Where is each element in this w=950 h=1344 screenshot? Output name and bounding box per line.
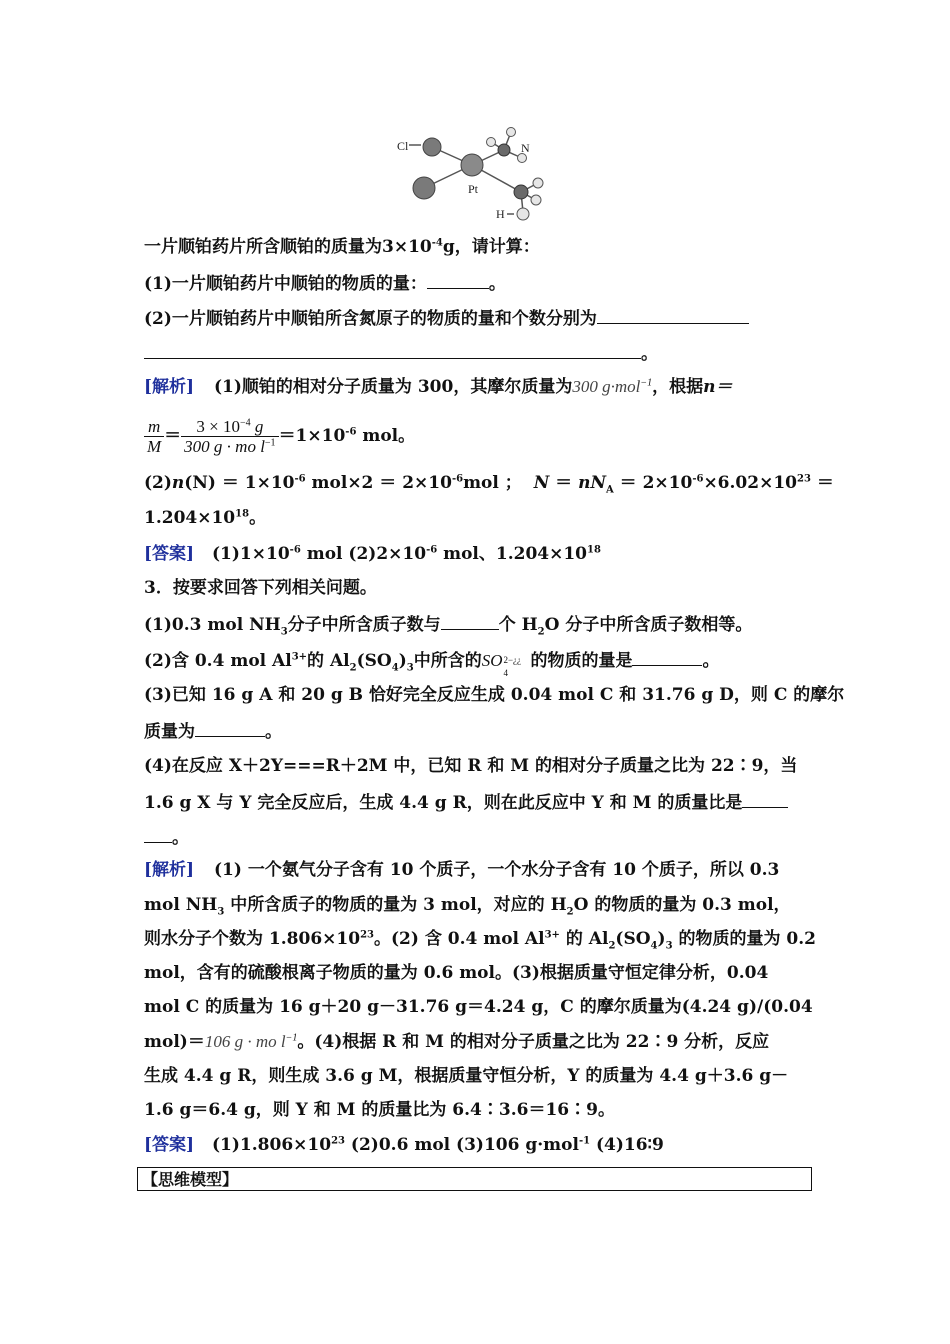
hydrogen-atom (487, 138, 496, 147)
analysis-1-line-4: $1.204\times 10^{18}$。 (144, 508, 267, 528)
question-3-3-continued: 质量为 。 (144, 719, 814, 743)
fraction-mass-over-molar: $\frac{3 \times 10^{-4} g}{300 g \cdot mo l^{-1}}$ (181, 417, 278, 456)
analysis-1-line-1: [解析] (1)顺铂的相对分子质量为 300，其摩尔质量为300 g·mol$^{-1}$，根据n＝ (144, 377, 733, 397)
analysis-tag: [解析] (144, 860, 195, 880)
question-3-2: (2)含 0.4 mol $Al^{3+}$的 $Al_2(SO_4)_3$中所含的SO 2−¿¿ 4 的物质的量是 。 (144, 648, 814, 672)
answer-blank[interactable] (441, 612, 499, 630)
thinking-model-label: 【思维模型】 (142, 1170, 239, 1189)
question-3-title: 3．按要求回答下列相关问题。 (144, 578, 377, 598)
label-pt: Pt (468, 182, 479, 196)
label-n: N (521, 141, 530, 155)
analysis-2-line-7: 生成 4.4 g R，则生成 3.6 g M，根据质量守恒分析，Y 的质量为 4.4 g＋3.6 g－ (144, 1066, 789, 1086)
question-2-continued: 。 (144, 341, 814, 365)
chlorine-atom-top (423, 138, 441, 156)
analysis-2-line-3: 则水分子个数为 $1.806\times 10^{23}$。(2) 含 0.4 mol $Al^{3+}$ 的 $Al_2(SO_4)_3$ 的物质的量为 0.2 (144, 929, 816, 952)
intro-line: 一片顺铂药片所含顺铂的质量为$3\times 10^{-4}g$，请计算： (144, 237, 540, 257)
nitrogen-atom-top (498, 144, 510, 156)
answer-blank[interactable] (632, 648, 702, 666)
hydrogen-atom (517, 208, 529, 220)
answer-blank[interactable] (144, 825, 172, 843)
analysis-1-line-2: $\frac{m}{M}$ ＝ $\frac{3 \times 10^{-4} g}{300 g \cdot mo l^{-1}}$ $=1\times 10^{-6}$ mol。 (144, 413, 814, 459)
answer-tag: [答案] (144, 544, 195, 564)
question-3-4-end: 。 (144, 825, 814, 849)
question-3-4: (4)在反应 X＋2Y===R＋2M 中，已知 R 和 M 的相对分子质量之比为 22∶9，当 (144, 756, 798, 776)
analysis-1-line-3: $(2)n(N) = 1\times 10^{-6}$ $mol\times 2 = 2\times 10^{-6}mol$ ； $N = nN_A = 2\times 10^{-6}\times 6.02\times 10^{23}$ ＝ (144, 473, 834, 496)
fraction-m-over-M: $\frac{m}{M}$ (144, 417, 164, 456)
hydrogen-atom (507, 128, 516, 137)
answer-blank[interactable] (144, 341, 641, 359)
answer-blank[interactable] (195, 719, 265, 737)
analysis-2-line-8: 1.6 g＝6.4 g，则 Y 和 M 的质量比为 6.4∶3.6＝16∶9。 (144, 1100, 615, 1120)
answer-tag: [答案] (144, 1135, 195, 1155)
analysis-2-line-2: mol $NH_3$ 中所含质子的物质的量为 3 mol，对应的 $H_2O$ 的物质的量为 0.3 mol， (144, 895, 791, 918)
answer-2: [答案] $(1)1.806\times 10^{23}$ (2)0.6 mol (3)106 g·mol$^{-1}$ (4)16∶9 (144, 1135, 664, 1155)
analysis-2-line-6: mol)＝106 g · mo $l^{-1}$。(4)根据 R 和 M 的相对分子质量之比为 22∶9 分析，反应 (144, 1032, 770, 1052)
hydrogen-atom (533, 178, 543, 188)
answer-1: [答案] $(1)1\times 10^{-6}$ mol $(2)2\times 10^{-6}$ mol、$1.204\times 10^{18}$ (144, 544, 601, 564)
analysis-2-line-4: mol，含有的硫酸根离子物质的量为 0.6 mol。(3)根据质量守恒定律分析，0.04 (144, 963, 769, 983)
label-cl: Cl (397, 139, 409, 153)
question-3-3: (3)已知 16 g A 和 20 g B 恰好完全反应生成 0.04 mol C 和 31.76 g D，则 C 的摩尔 (144, 685, 845, 705)
question-1: (1)一片顺铂药片中顺铂的物质的量： 。 (144, 271, 814, 295)
answer-blank[interactable] (597, 306, 749, 324)
nitrogen-atom-bottom (514, 185, 528, 199)
platinum-atom (461, 154, 483, 176)
analysis-2-line-1: [解析] (1) 一个氨气分子含有 10 个质子，一个水分子含有 10 个质子，所以 0.3 (144, 860, 780, 880)
analysis-tag: [解析] (144, 377, 195, 397)
label-h: H (496, 207, 505, 221)
answer-blank[interactable] (427, 271, 489, 289)
analysis-2-line-5: mol C 的质量为 16 g＋20 g－31.76 g＝4.24 g，C 的摩尔质量为(4.24 g)/(0.04 (144, 997, 813, 1017)
chlorine-atom-bottom (413, 177, 435, 199)
answer-blank[interactable] (742, 790, 788, 808)
cisplatin-structure-diagram (395, 122, 555, 222)
question-3-1: (1)0.3 mol $NH_3$分子中所含质子数与 个 $H_2O$ 分子中所含质子数相等。 (144, 612, 814, 636)
question-3-4-continued: 1.6 g X 与 Y 完全反应后，生成 4.4 g R，则在此反应中 Y 和 M 的质量比是 (144, 790, 814, 814)
thinking-model-box (137, 1167, 812, 1191)
question-2: (2)一片顺铂药片中顺铂所含氮原子的物质的量和个数分别为 (144, 306, 814, 330)
hydrogen-atom (531, 195, 541, 205)
